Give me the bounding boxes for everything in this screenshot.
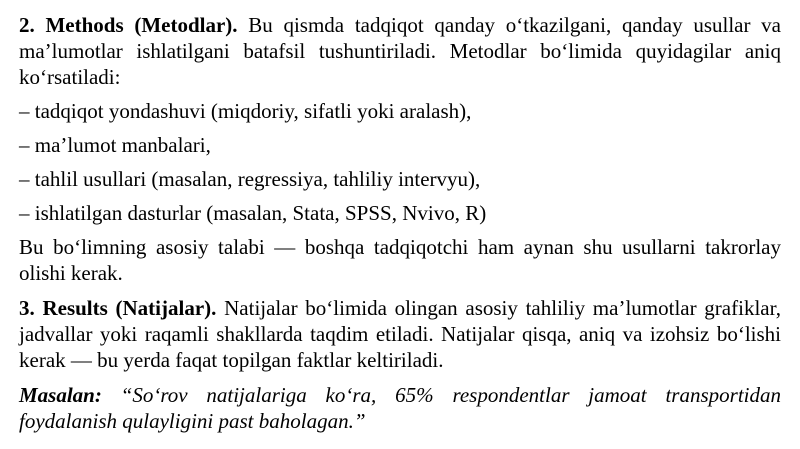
list-item: – ma’lumot manbalari, bbox=[19, 133, 211, 157]
list-item: – tahlil usullari (masalan, regressiya, tahliliy intervyu), bbox=[19, 167, 481, 191]
example-label: Masalan: bbox=[19, 383, 102, 407]
methods-note: Bu bo‘limning asosiy talabi — boshqa tadqiqotchi ham aynan shu usullarni takrorlay olishi kerak. bbox=[19, 235, 781, 285]
list-item: – ishlatilgan dasturlar (masalan, Stata, SPSS, Nvivo, R) bbox=[19, 201, 487, 225]
methods-intro: Bu qismda tadqiqot qanday o‘tkazilgani, qanday usullar va ma’lumotlar ishlatilgani batafsil tushuntiriladi. Metodlar bo‘limida quyidagilar aniq ko‘rsatiladi: bbox=[19, 13, 782, 89]
results-heading: 3. Results (Natijalar). bbox=[19, 296, 217, 320]
methods-paragraph bbox=[19, 12, 781, 90]
results-paragraph bbox=[19, 295, 781, 373]
results-body: Natijalar bo‘limida olingan asosiy tahliliy ma’lumotlar grafiklar, jadvallar yoki raqamli shakllarda taqdim etiladi. Natijalar qisqa, aniq va izohsiz bo‘lishi kerak — bu yerda faqat topilgan faktlar keltiriladi. bbox=[19, 296, 782, 372]
methods-heading: 2. Methods (Metodlar). bbox=[19, 13, 238, 37]
list-item: – tadqiqot yondashuvi (miqdoriy, sifatli yoki aralash), bbox=[19, 99, 472, 123]
example-quote: “So‘rov natijalariga ko‘ra, 65% respondentlar jamoat transportidan foydalanish qulayligini past baholagan.” bbox=[19, 383, 781, 433]
example-paragraph bbox=[19, 382, 781, 434]
